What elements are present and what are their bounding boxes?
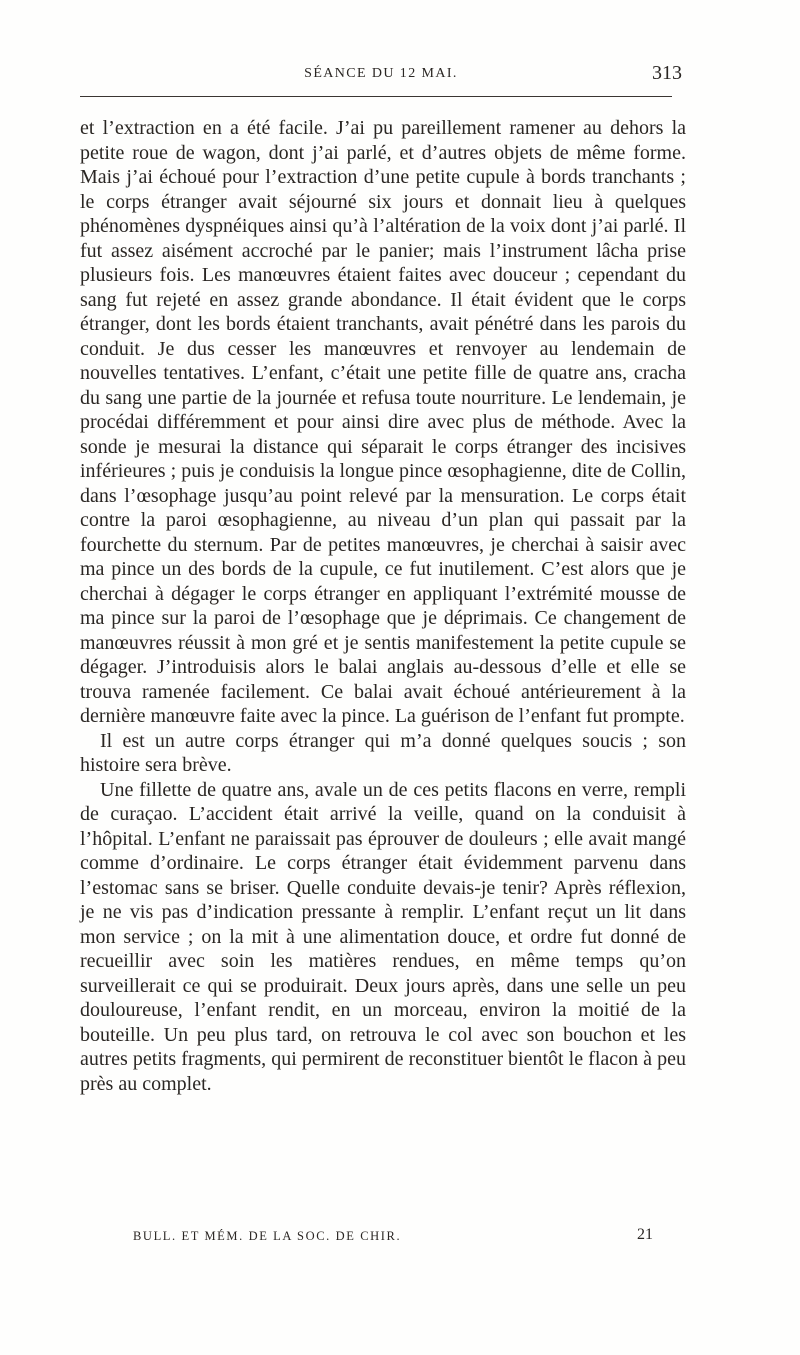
header-rule <box>80 96 672 97</box>
footer-signature: BULL. ET MÉM. DE LA SOC. DE CHIR. <box>133 1229 402 1243</box>
body-text <box>80 116 686 1096</box>
running-title: SÉANCE DU 12 MAI. <box>304 66 458 81</box>
running-head <box>80 62 682 88</box>
footer <box>133 1226 653 1246</box>
paragraph-2: Il est un autre corps étranger qui m’a donné quelques soucis ; son histoire sera brève. <box>80 729 686 776</box>
sheet-number: 21 <box>637 1226 653 1243</box>
paragraph-1: et l’extraction en a été facile. J’ai pu pareillement ramener au dehors la petite roue de wagon, dont j’ai parlé, et d’autres objets de même forme. Mais j’ai échoué pour l’extraction d’une petite cupule à bords tranchants ; le corps étranger avait séjourné six jours et donnait lieu à quelques phénomènes dyspnéiques ainsi qu’à l’altération de la voix dont j’ai parlé. Il fut assez aisément accroché par le panier; mais l’instrument lâcha prise plusieurs fois. Les manœuvres étaient faites avec douceur ; cependant du sang fut rejeté en assez grande abondance. Il était évident que le corps étranger, dont les bords étaient tranchants, avait pénétré dans les parois du conduit. Je dus cesser les manœuvres et renvoyer au lendemain de nouvelles tentatives. L’enfant, c’était une petite fille de quatre ans, cracha du sang une partie de la journée et refusa toute nourriture. Le lendemain, je procédai différemment et pour ainsi dire avec plus de méthode. Avec la sonde je mesurai la distance qui séparait le corps étranger des incisives inférieures ; puis je conduisis la longue pince œsophagienne, dite de Collin, dans l’œsophage jusqu’au point relevé par la mensuration. Le corps était contre la paroi œsophagienne, au niveau d’un plan qui passait par la fourchette du sternum. Par de petites manœuvres, je cherchai à saisir avec ma pince un des bords de la cupule, ce fut inutilement. C’est alors que je cherchai à dégager le corps étranger en appliquant l’extrémité mousse de ma pince sur la paroi de l’œsophage que je déprimais. Ce changement de manœuvres réussit à mon gré et je sentis manifestement la petite cupule se dégager. J’introduisis alors le balai anglais au-dessous d’elle et elle se trouva ramenée facilement. Ce balai avait échoué antérieurement à la dernière manœuvre faite avec la pince. La guérison de l’enfant fut prompte. <box>80 117 686 727</box>
page-number: 313 <box>652 62 682 84</box>
paragraph-3: Une fillette de quatre ans, avale un de ces petits flacons en verre, rempli de curaçao. L’accident était arrivé la veille, quand on la conduisit à l’hôpital. L’enfant ne paraissait pas éprouver de douleurs ; elle avait mangé comme d’ordinaire. Le corps étranger était évidemment parvenu dans l’estomac sans se briser. Quelle conduite devais-je tenir? Après réflexion, je ne vis pas d’indication pressante à remplir. L’enfant reçut un lit dans mon service ; on la mit à une alimentation douce, et ordre fut donné de recueillir avec soin les matières rendues, en même temps qu’on surveillerait ce qui se produirait. Deux jours après, dans une selle un peu douloureuse, l’enfant rendit, en un morceau, environ la moitié de la bouteille. Un peu plus tard, on retrouva le col avec son bouchon et les autres petits fragments, qui permirent de reconstituer bientôt le flacon à peu près au complet. <box>80 778 686 1095</box>
